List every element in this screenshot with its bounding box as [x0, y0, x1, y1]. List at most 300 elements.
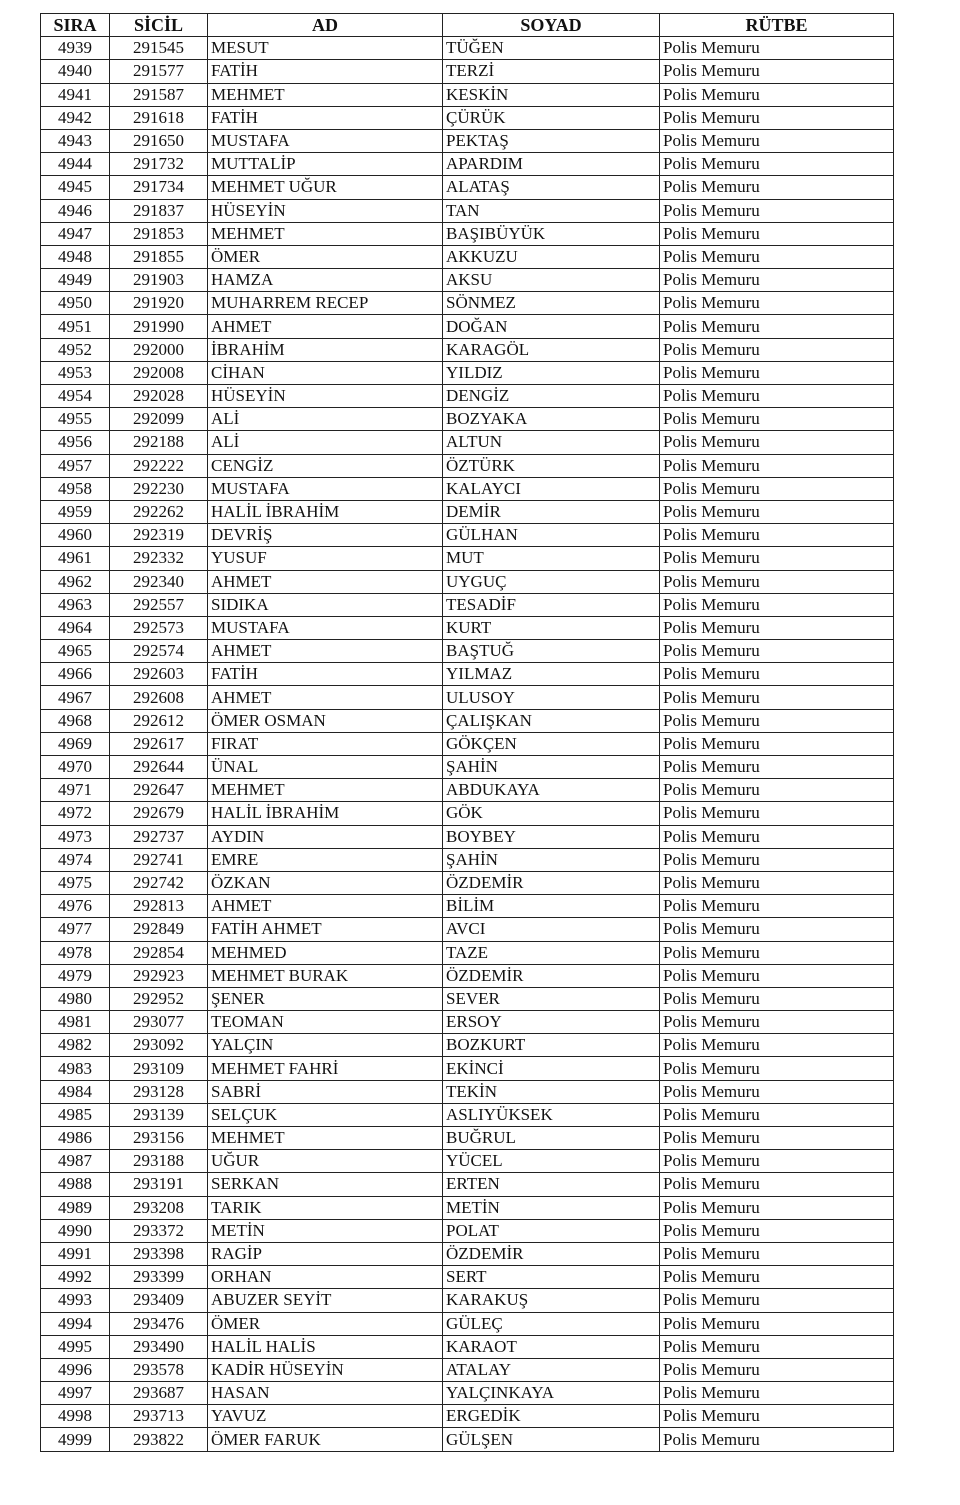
- sicil-cell: 293822: [110, 1428, 208, 1451]
- personnel-table: [40, 13, 894, 1452]
- soyad-cell: KARAKUŞ: [443, 1289, 660, 1312]
- soyad-cell: ÖZDEMİR: [443, 964, 660, 987]
- rutbe-cell: Polis Memuru: [660, 1034, 894, 1057]
- rutbe-cell: Polis Memuru: [660, 825, 894, 848]
- sicil-cell: 291855: [110, 245, 208, 268]
- soyad-cell: ÖZDEMİR: [443, 871, 660, 894]
- ad-cell: FATİH AHMET: [208, 918, 443, 941]
- rutbe-cell: Polis Memuru: [660, 385, 894, 408]
- sicil-cell: 291650: [110, 129, 208, 152]
- sira-cell: 4997: [41, 1382, 110, 1405]
- rutbe-cell: Polis Memuru: [660, 1080, 894, 1103]
- sira-cell: 4971: [41, 779, 110, 802]
- table-row: [41, 616, 894, 639]
- ad-cell: ÖMER: [208, 245, 443, 268]
- soyad-cell: KARAGÖL: [443, 338, 660, 361]
- rutbe-cell: Polis Memuru: [660, 1289, 894, 1312]
- table-row: [41, 756, 894, 779]
- sicil-cell: 291587: [110, 83, 208, 106]
- soyad-cell: SÖNMEZ: [443, 292, 660, 315]
- table-row: [41, 1127, 894, 1150]
- table-row: [41, 83, 894, 106]
- rutbe-cell: Polis Memuru: [660, 222, 894, 245]
- table-row: [41, 454, 894, 477]
- soyad-cell: AVCI: [443, 918, 660, 941]
- sira-cell: 4959: [41, 500, 110, 523]
- sicil-cell: 292573: [110, 616, 208, 639]
- ad-cell: MUTTALİP: [208, 153, 443, 176]
- rutbe-cell: Polis Memuru: [660, 732, 894, 755]
- header-soyad: SOYAD: [443, 14, 660, 37]
- rutbe-cell: Polis Memuru: [660, 895, 894, 918]
- soyad-cell: BOZKURT: [443, 1034, 660, 1057]
- rutbe-cell: Polis Memuru: [660, 918, 894, 941]
- ad-cell: METİN: [208, 1219, 443, 1242]
- soyad-cell: GÖK: [443, 802, 660, 825]
- sicil-cell: 292188: [110, 431, 208, 454]
- rutbe-cell: Polis Memuru: [660, 756, 894, 779]
- table-body: [41, 37, 894, 1451]
- rutbe-cell: Polis Memuru: [660, 1312, 894, 1335]
- rutbe-cell: Polis Memuru: [660, 1150, 894, 1173]
- sira-cell: 4962: [41, 570, 110, 593]
- sira-cell: 4982: [41, 1034, 110, 1057]
- sira-cell: 4955: [41, 408, 110, 431]
- sicil-cell: 293139: [110, 1103, 208, 1126]
- ad-cell: CENGİZ: [208, 454, 443, 477]
- ad-cell: MUHARREM RECEP: [208, 292, 443, 315]
- header-rutbe: RÜTBE: [660, 14, 894, 37]
- ad-cell: MEHMED: [208, 941, 443, 964]
- sira-cell: 4996: [41, 1358, 110, 1381]
- sira-cell: 4967: [41, 686, 110, 709]
- table-row: [41, 593, 894, 616]
- soyad-cell: BAŞIBÜYÜK: [443, 222, 660, 245]
- sira-cell: 4975: [41, 871, 110, 894]
- sicil-cell: 292952: [110, 987, 208, 1010]
- sicil-cell: 293476: [110, 1312, 208, 1335]
- rutbe-cell: Polis Memuru: [660, 1219, 894, 1242]
- sira-cell: 4947: [41, 222, 110, 245]
- ad-cell: MUSTAFA: [208, 477, 443, 500]
- sicil-cell: 292319: [110, 524, 208, 547]
- table-row: [41, 871, 894, 894]
- rutbe-cell: Polis Memuru: [660, 361, 894, 384]
- ad-cell: AHMET: [208, 315, 443, 338]
- soyad-cell: METİN: [443, 1196, 660, 1219]
- sicil-cell: 292644: [110, 756, 208, 779]
- sicil-cell: 292617: [110, 732, 208, 755]
- sira-cell: 4992: [41, 1266, 110, 1289]
- ad-cell: MEHMET BURAK: [208, 964, 443, 987]
- soyad-cell: ATALAY: [443, 1358, 660, 1381]
- rutbe-cell: Polis Memuru: [660, 1405, 894, 1428]
- ad-cell: ÖMER OSMAN: [208, 709, 443, 732]
- table-row: [41, 60, 894, 83]
- table-row: [41, 1150, 894, 1173]
- sicil-cell: 291732: [110, 153, 208, 176]
- rutbe-cell: Polis Memuru: [660, 941, 894, 964]
- sira-cell: 4944: [41, 153, 110, 176]
- sicil-cell: 292230: [110, 477, 208, 500]
- soyad-cell: YILMAZ: [443, 663, 660, 686]
- ad-cell: TEOMAN: [208, 1011, 443, 1034]
- sicil-cell: 292742: [110, 871, 208, 894]
- table-row: [41, 106, 894, 129]
- sicil-cell: 293713: [110, 1405, 208, 1428]
- soyad-cell: DEMİR: [443, 500, 660, 523]
- sira-cell: 4981: [41, 1011, 110, 1034]
- soyad-cell: TAN: [443, 199, 660, 222]
- rutbe-cell: Polis Memuru: [660, 802, 894, 825]
- table-row: [41, 431, 894, 454]
- sicil-cell: 292679: [110, 802, 208, 825]
- sira-cell: 4985: [41, 1103, 110, 1126]
- rutbe-cell: Polis Memuru: [660, 245, 894, 268]
- table-row: [41, 315, 894, 338]
- ad-cell: İBRAHİM: [208, 338, 443, 361]
- table-row: [41, 269, 894, 292]
- sira-cell: 4948: [41, 245, 110, 268]
- rutbe-cell: Polis Memuru: [660, 779, 894, 802]
- table-row: [41, 1335, 894, 1358]
- rutbe-cell: Polis Memuru: [660, 408, 894, 431]
- soyad-cell: ERTEN: [443, 1173, 660, 1196]
- rutbe-cell: Polis Memuru: [660, 1358, 894, 1381]
- sicil-cell: 293128: [110, 1080, 208, 1103]
- table-row: [41, 1428, 894, 1451]
- sicil-cell: 292000: [110, 338, 208, 361]
- ad-cell: AHMET: [208, 895, 443, 918]
- sira-cell: 4941: [41, 83, 110, 106]
- ad-cell: HASAN: [208, 1382, 443, 1405]
- table-row: [41, 1173, 894, 1196]
- table-row: [41, 1011, 894, 1034]
- rutbe-cell: Polis Memuru: [660, 1173, 894, 1196]
- sira-cell: 4969: [41, 732, 110, 755]
- ad-cell: AHMET: [208, 686, 443, 709]
- table-row: [41, 1266, 894, 1289]
- sicil-cell: 291853: [110, 222, 208, 245]
- table-row: [41, 825, 894, 848]
- sicil-cell: 293156: [110, 1127, 208, 1150]
- sira-cell: 4989: [41, 1196, 110, 1219]
- soyad-cell: SEVER: [443, 987, 660, 1010]
- sicil-cell: 293578: [110, 1358, 208, 1381]
- sicil-cell: 293191: [110, 1173, 208, 1196]
- sicil-cell: 293188: [110, 1150, 208, 1173]
- table-row: [41, 1196, 894, 1219]
- ad-cell: SIDIKA: [208, 593, 443, 616]
- soyad-cell: TAZE: [443, 941, 660, 964]
- table-row: [41, 987, 894, 1010]
- soyad-cell: AKSU: [443, 269, 660, 292]
- table-row: [41, 500, 894, 523]
- ad-cell: UĞUR: [208, 1150, 443, 1173]
- soyad-cell: APARDIM: [443, 153, 660, 176]
- rutbe-cell: Polis Memuru: [660, 524, 894, 547]
- table-row: [41, 524, 894, 547]
- ad-cell: MEHMET: [208, 222, 443, 245]
- sicil-cell: 292099: [110, 408, 208, 431]
- soyad-cell: ERGEDİK: [443, 1405, 660, 1428]
- soyad-cell: DENGİZ: [443, 385, 660, 408]
- ad-cell: TARIK: [208, 1196, 443, 1219]
- soyad-cell: ÖZTÜRK: [443, 454, 660, 477]
- table-row: [41, 477, 894, 500]
- header-sira: SIRA: [41, 14, 110, 37]
- sira-cell: 4951: [41, 315, 110, 338]
- table-row: [41, 1382, 894, 1405]
- sicil-cell: 292813: [110, 895, 208, 918]
- rutbe-cell: Polis Memuru: [660, 1428, 894, 1451]
- sira-cell: 4991: [41, 1242, 110, 1265]
- sicil-cell: 292340: [110, 570, 208, 593]
- ad-cell: HÜSEYİN: [208, 199, 443, 222]
- soyad-cell: ASLIYÜKSEK: [443, 1103, 660, 1126]
- sicil-cell: 292222: [110, 454, 208, 477]
- sicil-cell: 293399: [110, 1266, 208, 1289]
- table-row: [41, 640, 894, 663]
- table-row: [41, 37, 894, 60]
- sicil-cell: 293372: [110, 1219, 208, 1242]
- table-row: [41, 199, 894, 222]
- ad-cell: KADİR HÜSEYİN: [208, 1358, 443, 1381]
- rutbe-cell: Polis Memuru: [660, 153, 894, 176]
- ad-cell: YUSUF: [208, 547, 443, 570]
- sicil-cell: 292854: [110, 941, 208, 964]
- table-row: [41, 1312, 894, 1335]
- sicil-cell: 292028: [110, 385, 208, 408]
- sira-cell: 4995: [41, 1335, 110, 1358]
- sicil-cell: 292008: [110, 361, 208, 384]
- ad-cell: MEHMET: [208, 83, 443, 106]
- table-row: [41, 153, 894, 176]
- soyad-cell: ÖZDEMİR: [443, 1242, 660, 1265]
- table-row: [41, 547, 894, 570]
- ad-cell: MUSTAFA: [208, 129, 443, 152]
- sira-cell: 4986: [41, 1127, 110, 1150]
- sicil-cell: 292737: [110, 825, 208, 848]
- sicil-cell: 293687: [110, 1382, 208, 1405]
- ad-cell: HALİL İBRAHİM: [208, 500, 443, 523]
- sicil-cell: 292612: [110, 709, 208, 732]
- sicil-cell: 291990: [110, 315, 208, 338]
- sira-cell: 4978: [41, 941, 110, 964]
- sira-cell: 4939: [41, 37, 110, 60]
- sira-cell: 4963: [41, 593, 110, 616]
- sira-cell: 4940: [41, 60, 110, 83]
- ad-cell: AYDIN: [208, 825, 443, 848]
- table-row: [41, 1289, 894, 1312]
- soyad-cell: ALTUN: [443, 431, 660, 454]
- ad-cell: ALİ: [208, 431, 443, 454]
- soyad-cell: ULUSOY: [443, 686, 660, 709]
- sicil-cell: 293398: [110, 1242, 208, 1265]
- ad-cell: HAMZA: [208, 269, 443, 292]
- sira-cell: 4958: [41, 477, 110, 500]
- header-sicil: SİCİL: [110, 14, 208, 37]
- soyad-cell: ERSOY: [443, 1011, 660, 1034]
- table-row: [41, 222, 894, 245]
- rutbe-cell: Polis Memuru: [660, 60, 894, 83]
- sira-cell: 4987: [41, 1150, 110, 1173]
- soyad-cell: KURT: [443, 616, 660, 639]
- rutbe-cell: Polis Memuru: [660, 616, 894, 639]
- soyad-cell: MUT: [443, 547, 660, 570]
- sicil-cell: 293092: [110, 1034, 208, 1057]
- ad-cell: MEHMET: [208, 1127, 443, 1150]
- soyad-cell: GÖKÇEN: [443, 732, 660, 755]
- soyad-cell: BUĞRUL: [443, 1127, 660, 1150]
- table-row: [41, 1034, 894, 1057]
- sira-cell: 4952: [41, 338, 110, 361]
- sicil-cell: 292603: [110, 663, 208, 686]
- soyad-cell: TERZİ: [443, 60, 660, 83]
- ad-cell: ABUZER SEYİT: [208, 1289, 443, 1312]
- sicil-cell: 291903: [110, 269, 208, 292]
- rutbe-cell: Polis Memuru: [660, 292, 894, 315]
- sira-cell: 4979: [41, 964, 110, 987]
- sira-cell: 4961: [41, 547, 110, 570]
- sira-cell: 4993: [41, 1289, 110, 1312]
- soyad-cell: ABDUKAYA: [443, 779, 660, 802]
- soyad-cell: GÜLŞEN: [443, 1428, 660, 1451]
- table-row: [41, 1219, 894, 1242]
- ad-cell: ALİ: [208, 408, 443, 431]
- rutbe-cell: Polis Memuru: [660, 570, 894, 593]
- table-row: [41, 1358, 894, 1381]
- rutbe-cell: Polis Memuru: [660, 663, 894, 686]
- rutbe-cell: Polis Memuru: [660, 709, 894, 732]
- sira-cell: 4970: [41, 756, 110, 779]
- table-row: [41, 1405, 894, 1428]
- sira-cell: 4960: [41, 524, 110, 547]
- sicil-cell: 292647: [110, 779, 208, 802]
- rutbe-cell: Polis Memuru: [660, 129, 894, 152]
- rutbe-cell: Polis Memuru: [660, 1266, 894, 1289]
- table-row: [41, 918, 894, 941]
- soyad-cell: ÇÜRÜK: [443, 106, 660, 129]
- table-row: [41, 292, 894, 315]
- sira-cell: 4964: [41, 616, 110, 639]
- ad-cell: DEVRİŞ: [208, 524, 443, 547]
- sicil-cell: 291618: [110, 106, 208, 129]
- table-row: [41, 129, 894, 152]
- sira-cell: 4983: [41, 1057, 110, 1080]
- sicil-cell: 291734: [110, 176, 208, 199]
- rutbe-cell: Polis Memuru: [660, 1242, 894, 1265]
- soyad-cell: PEKTAŞ: [443, 129, 660, 152]
- sicil-cell: 293490: [110, 1335, 208, 1358]
- table-row: [41, 732, 894, 755]
- sira-cell: 4966: [41, 663, 110, 686]
- sira-cell: 4957: [41, 454, 110, 477]
- rutbe-cell: Polis Memuru: [660, 640, 894, 663]
- sicil-cell: 292849: [110, 918, 208, 941]
- ad-cell: FATİH: [208, 663, 443, 686]
- table-row: [41, 1057, 894, 1080]
- ad-cell: SERKAN: [208, 1173, 443, 1196]
- ad-cell: AHMET: [208, 570, 443, 593]
- sira-cell: 4946: [41, 199, 110, 222]
- soyad-cell: ŞAHİN: [443, 848, 660, 871]
- rutbe-cell: Polis Memuru: [660, 1335, 894, 1358]
- table-row: [41, 663, 894, 686]
- rutbe-cell: Polis Memuru: [660, 106, 894, 129]
- soyad-cell: TEKİN: [443, 1080, 660, 1103]
- ad-cell: HALİL İBRAHİM: [208, 802, 443, 825]
- sicil-cell: 293077: [110, 1011, 208, 1034]
- sira-cell: 4945: [41, 176, 110, 199]
- sicil-cell: 291545: [110, 37, 208, 60]
- rutbe-cell: Polis Memuru: [660, 964, 894, 987]
- rutbe-cell: Polis Memuru: [660, 431, 894, 454]
- sira-cell: 4943: [41, 129, 110, 152]
- ad-cell: ÖMER: [208, 1312, 443, 1335]
- sira-cell: 4972: [41, 802, 110, 825]
- soyad-cell: SERT: [443, 1266, 660, 1289]
- sira-cell: 4953: [41, 361, 110, 384]
- sira-cell: 4976: [41, 895, 110, 918]
- soyad-cell: BOYBEY: [443, 825, 660, 848]
- soyad-cell: YALÇINKAYA: [443, 1382, 660, 1405]
- rutbe-cell: Polis Memuru: [660, 338, 894, 361]
- rutbe-cell: Polis Memuru: [660, 454, 894, 477]
- soyad-cell: KARAOT: [443, 1335, 660, 1358]
- sira-cell: 4949: [41, 269, 110, 292]
- table-row: [41, 802, 894, 825]
- sira-cell: 4965: [41, 640, 110, 663]
- sicil-cell: 293409: [110, 1289, 208, 1312]
- ad-cell: ŞENER: [208, 987, 443, 1010]
- sicil-cell: 292608: [110, 686, 208, 709]
- ad-cell: SABRİ: [208, 1080, 443, 1103]
- sira-cell: 4988: [41, 1173, 110, 1196]
- sicil-cell: 293208: [110, 1196, 208, 1219]
- soyad-cell: POLAT: [443, 1219, 660, 1242]
- soyad-cell: ALATAŞ: [443, 176, 660, 199]
- sicil-cell: 291920: [110, 292, 208, 315]
- ad-cell: RAGİP: [208, 1242, 443, 1265]
- ad-cell: HALİL HALİS: [208, 1335, 443, 1358]
- table-row: [41, 686, 894, 709]
- ad-cell: FATİH: [208, 106, 443, 129]
- soyad-cell: GÜLEÇ: [443, 1312, 660, 1335]
- soyad-cell: AKKUZU: [443, 245, 660, 268]
- header-ad: AD: [208, 14, 443, 37]
- rutbe-cell: Polis Memuru: [660, 686, 894, 709]
- soyad-cell: YÜCEL: [443, 1150, 660, 1173]
- sicil-cell: 292574: [110, 640, 208, 663]
- table-row: [41, 338, 894, 361]
- soyad-cell: UYGUÇ: [443, 570, 660, 593]
- rutbe-cell: Polis Memuru: [660, 199, 894, 222]
- sira-cell: 4977: [41, 918, 110, 941]
- soyad-cell: BOZYAKA: [443, 408, 660, 431]
- table-row: [41, 779, 894, 802]
- ad-cell: SELÇUK: [208, 1103, 443, 1126]
- rutbe-cell: Polis Memuru: [660, 1011, 894, 1034]
- table-row: [41, 385, 894, 408]
- sira-cell: 4968: [41, 709, 110, 732]
- rutbe-cell: Polis Memuru: [660, 547, 894, 570]
- ad-cell: FATİH: [208, 60, 443, 83]
- sira-cell: 4998: [41, 1405, 110, 1428]
- soyad-cell: TÜĞEN: [443, 37, 660, 60]
- ad-cell: ÜNAL: [208, 756, 443, 779]
- table-row: [41, 1080, 894, 1103]
